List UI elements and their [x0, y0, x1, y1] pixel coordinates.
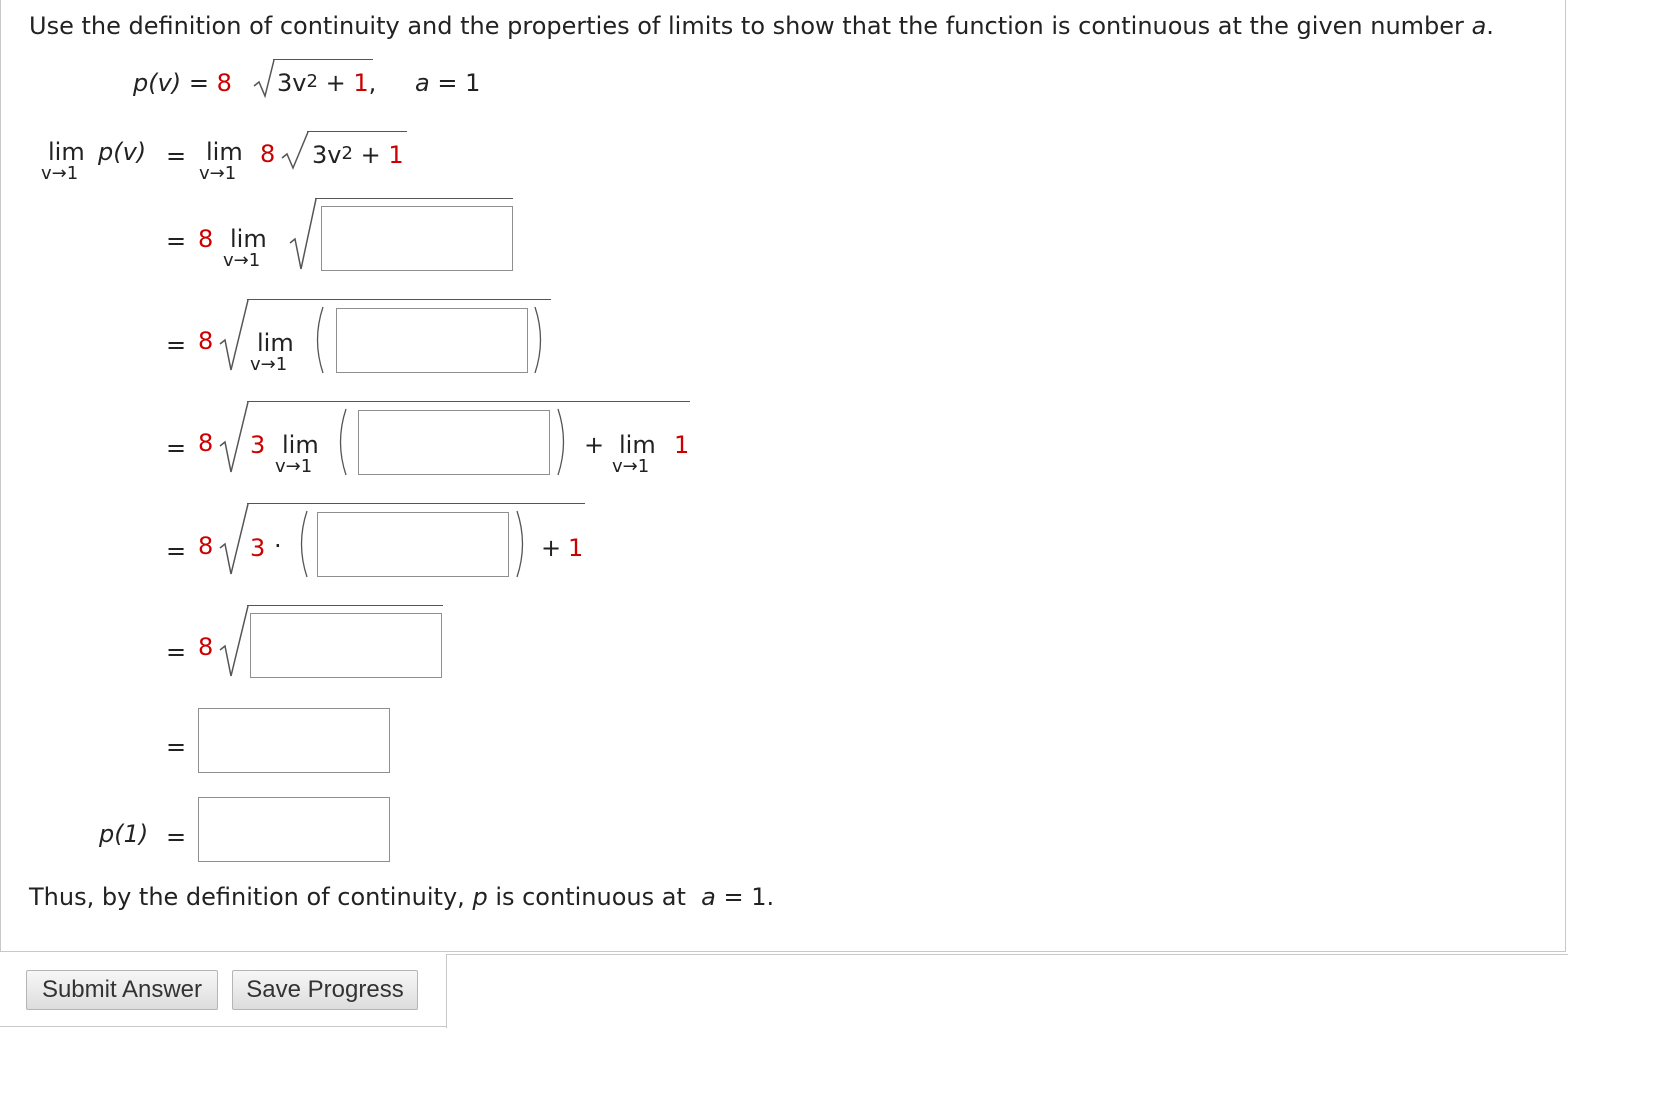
row5-right-paren	[514, 509, 530, 579]
row1-plus: +	[360, 141, 381, 169]
answer-box-2[interactable]	[336, 308, 528, 373]
row5-three: 3	[250, 534, 266, 562]
sqrt-vinculum	[273, 59, 373, 60]
row1-const: 1	[388, 141, 404, 169]
prompt-text: Use the definition of continuity and the properties of limits to show that the function is continuous at the given number	[29, 12, 1464, 40]
radicand-term: 3v	[277, 69, 307, 97]
conclusion-equals: =	[723, 883, 744, 911]
row1-sqrt-sign	[280, 130, 310, 172]
equals-6: =	[166, 638, 187, 666]
sqrt-sign	[252, 58, 276, 100]
function-equals: =	[188, 69, 209, 97]
row5-plus: +	[541, 534, 562, 562]
row2-approach: v→1	[223, 250, 261, 271]
given-number	[415, 69, 480, 97]
answer-box-5[interactable]	[250, 613, 442, 678]
submit-answer-button[interactable]: Submit Answer	[26, 970, 218, 1010]
row1-exponent: 2	[341, 143, 353, 164]
row4-const: 1	[674, 431, 690, 459]
equals-8: =	[166, 823, 187, 851]
row3-approach: v→1	[250, 354, 288, 375]
row1-radicand	[312, 141, 404, 169]
row1-vinculum	[307, 131, 407, 132]
row3-lim: lim	[257, 329, 294, 357]
prompt-variable: a	[1471, 12, 1487, 40]
lhs-function: p(v)	[98, 138, 147, 166]
conclusion-value: 1.	[751, 883, 775, 911]
row4-approach-2: v→1	[612, 456, 650, 477]
row3-sqrt-sign	[218, 298, 250, 374]
equals-4: =	[166, 434, 187, 462]
equals-3: =	[166, 331, 187, 359]
row3-right-paren	[532, 305, 548, 375]
prompt-period: .	[1486, 12, 1494, 40]
given-a-value: 1	[465, 69, 481, 97]
answer-box-7[interactable]	[198, 797, 390, 862]
row1-radicand-term: 3v	[312, 141, 342, 169]
row2-vinculum	[315, 198, 513, 199]
button-area-divider	[446, 954, 1568, 1028]
row4-plus: +	[584, 431, 605, 459]
given-a-label: a	[415, 69, 430, 97]
function-lhs	[133, 69, 232, 97]
radicand-exponent: 2	[306, 71, 318, 92]
equals-1: =	[166, 142, 187, 170]
row5-const: 1	[568, 534, 584, 562]
answer-box-6[interactable]	[198, 708, 390, 773]
function-radicand	[277, 69, 376, 97]
row6-sqrt-sign	[218, 604, 250, 680]
answer-box-3[interactable]	[358, 410, 550, 475]
row4-right-paren	[555, 407, 571, 477]
row4-approach: v→1	[275, 456, 313, 477]
question-prompt	[29, 12, 1494, 40]
row1-coef: 8	[260, 140, 276, 168]
row2-sqrt-sign	[288, 197, 318, 273]
conclusion-a: a	[701, 883, 716, 911]
row4-left-paren	[333, 407, 349, 477]
row5-coef: 8	[198, 532, 214, 560]
conclusion-middle: is continuous at	[495, 883, 686, 911]
answer-box-4[interactable]	[317, 512, 509, 577]
equals-5: =	[166, 537, 187, 565]
row5-vinculum	[247, 503, 585, 504]
row5-left-paren	[294, 509, 310, 579]
row3-coef: 8	[198, 327, 214, 355]
row4-vinculum	[247, 401, 690, 402]
row4-coef: 8	[198, 429, 214, 457]
row4-lim-2: lim	[619, 431, 656, 459]
function-comma: ,	[368, 69, 377, 97]
p1-label	[99, 820, 148, 848]
function-name: p(v)	[133, 69, 182, 97]
lhs-p	[98, 138, 146, 166]
row3-left-paren	[310, 305, 326, 375]
radicand-const: 1	[353, 69, 369, 97]
row1-lim: lim	[206, 138, 243, 166]
p1-text: p(1)	[99, 820, 149, 848]
save-progress-button[interactable]: Save Progress	[232, 970, 418, 1010]
row4-sqrt-sign	[218, 400, 250, 476]
row3-vinculum	[247, 299, 551, 300]
equals-2: =	[166, 227, 187, 255]
row6-vinculum	[247, 605, 443, 606]
row6-coef: 8	[198, 633, 214, 661]
lhs-lim: lim	[48, 138, 85, 166]
function-coef: 8	[216, 69, 232, 97]
conclusion-before: Thus, by the definition of continuity,	[29, 883, 465, 911]
row4-three: 3	[250, 431, 266, 459]
conclusion-p: p	[472, 883, 488, 911]
radicand-plus: +	[325, 69, 346, 97]
row2-lim: lim	[230, 225, 267, 253]
equals-7: =	[166, 733, 187, 761]
lhs-approach: v→1	[41, 163, 79, 184]
bottom-divider	[0, 1026, 446, 1027]
answer-box-1[interactable]	[321, 206, 513, 271]
conclusion-text	[29, 883, 774, 911]
row4-lim: lim	[282, 431, 319, 459]
row5-sqrt-sign	[218, 502, 250, 578]
given-a-equals: =	[437, 69, 458, 97]
row1-approach: v→1	[199, 163, 237, 184]
row2-coef: 8	[198, 225, 214, 253]
row5-dot: ·	[274, 532, 282, 560]
